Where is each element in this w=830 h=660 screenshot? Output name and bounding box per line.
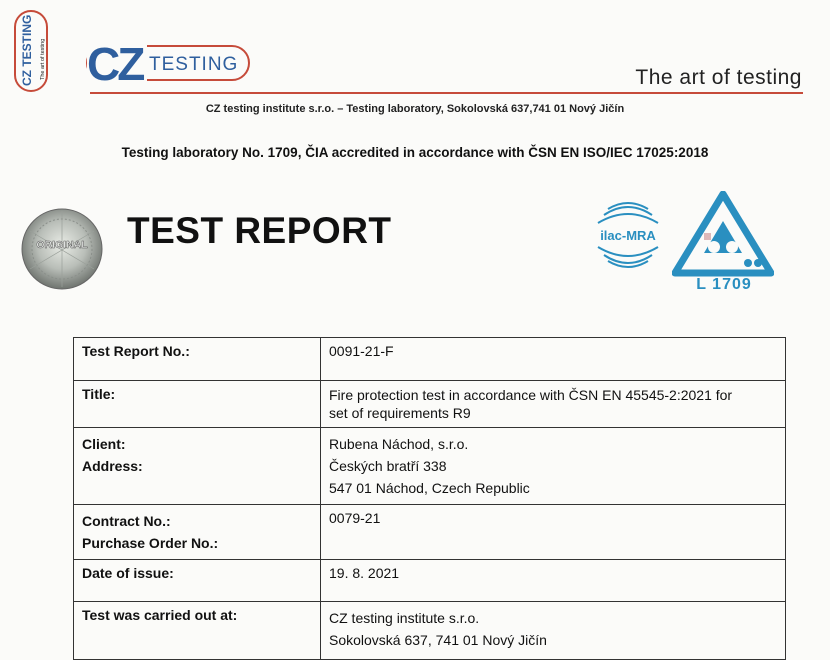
contract-labels <box>74 505 321 560</box>
client-values <box>321 428 786 505</box>
report-info-table <box>73 337 786 660</box>
client-name: Rubena Náchod, s.r.o. <box>329 436 469 452</box>
ilac-mra-logo <box>586 193 670 277</box>
table-row-date <box>74 560 786 602</box>
title-value <box>321 381 786 428</box>
side-logo-subtext: The art of testing <box>40 38 46 80</box>
header-divider <box>90 92 803 94</box>
carried-out-values <box>321 602 786 660</box>
table-row-carried-out <box>74 602 786 660</box>
seal-text: ORIGINAL <box>36 239 88 251</box>
carried-out-address: Sokolovská 637, 741 01 Nový Jičín <box>329 632 547 648</box>
logo-testing-text: TESTING <box>149 54 239 75</box>
report-title: TEST REPORT <box>127 210 392 251</box>
table-row-contract <box>74 505 786 560</box>
side-logo <box>14 10 48 92</box>
title-value-line-1: Fire protection test in accordance with ČSN EN 45545-2:2021 for <box>329 387 733 403</box>
carried-out-institute: CZ testing institute s.r.o. <box>329 610 480 626</box>
title-label: Title: <box>74 381 321 428</box>
client-street: Českých bratří 338 <box>329 458 447 474</box>
side-logo-text: CZ TESTING <box>20 14 34 86</box>
institute-address-line: CZ testing institute s.r.o. – Testing laboratory, Sokolovská 637,741 01 Nový Jičín <box>205 103 625 115</box>
cz-testing-logo <box>85 36 253 86</box>
ilac-text: ilac-MRA <box>600 228 656 243</box>
cia-accreditation-mark <box>672 191 774 277</box>
address-label: Address: <box>82 458 143 474</box>
purchase-order-label: Purchase Order No.: <box>82 535 219 551</box>
client-labels <box>74 428 321 505</box>
table-row-client <box>74 428 786 505</box>
report-no-value: 0091-21-F <box>321 338 786 381</box>
table-row-title <box>74 381 786 428</box>
date-of-issue-value: 19. 8. 2021 <box>321 560 786 602</box>
accreditation-statement: Testing laboratory No. 1709, ČIA accredited in accordance with ČSN EN ISO/IEC 17025:2018 <box>121 145 709 160</box>
client-city: 547 01 Náchod, Czech Republic <box>329 480 530 496</box>
original-hologram-seal <box>20 207 104 291</box>
contract-no-label: Contract No.: <box>82 513 171 529</box>
title-value-line-2: set of requirements R9 <box>329 405 471 421</box>
date-of-issue-label: Date of issue: <box>74 560 321 602</box>
tagline: The art of testing <box>635 66 802 89</box>
client-label: Client: <box>82 436 126 452</box>
accreditation-code: L 1709 <box>696 276 752 293</box>
table-row-report-no <box>74 338 786 381</box>
carried-out-label: Test was carried out at: <box>74 602 321 660</box>
report-no-label: Test Report No.: <box>74 338 321 381</box>
contract-no-value: 0079-21 <box>321 505 786 560</box>
logo-cz-text: CZ <box>87 38 143 86</box>
